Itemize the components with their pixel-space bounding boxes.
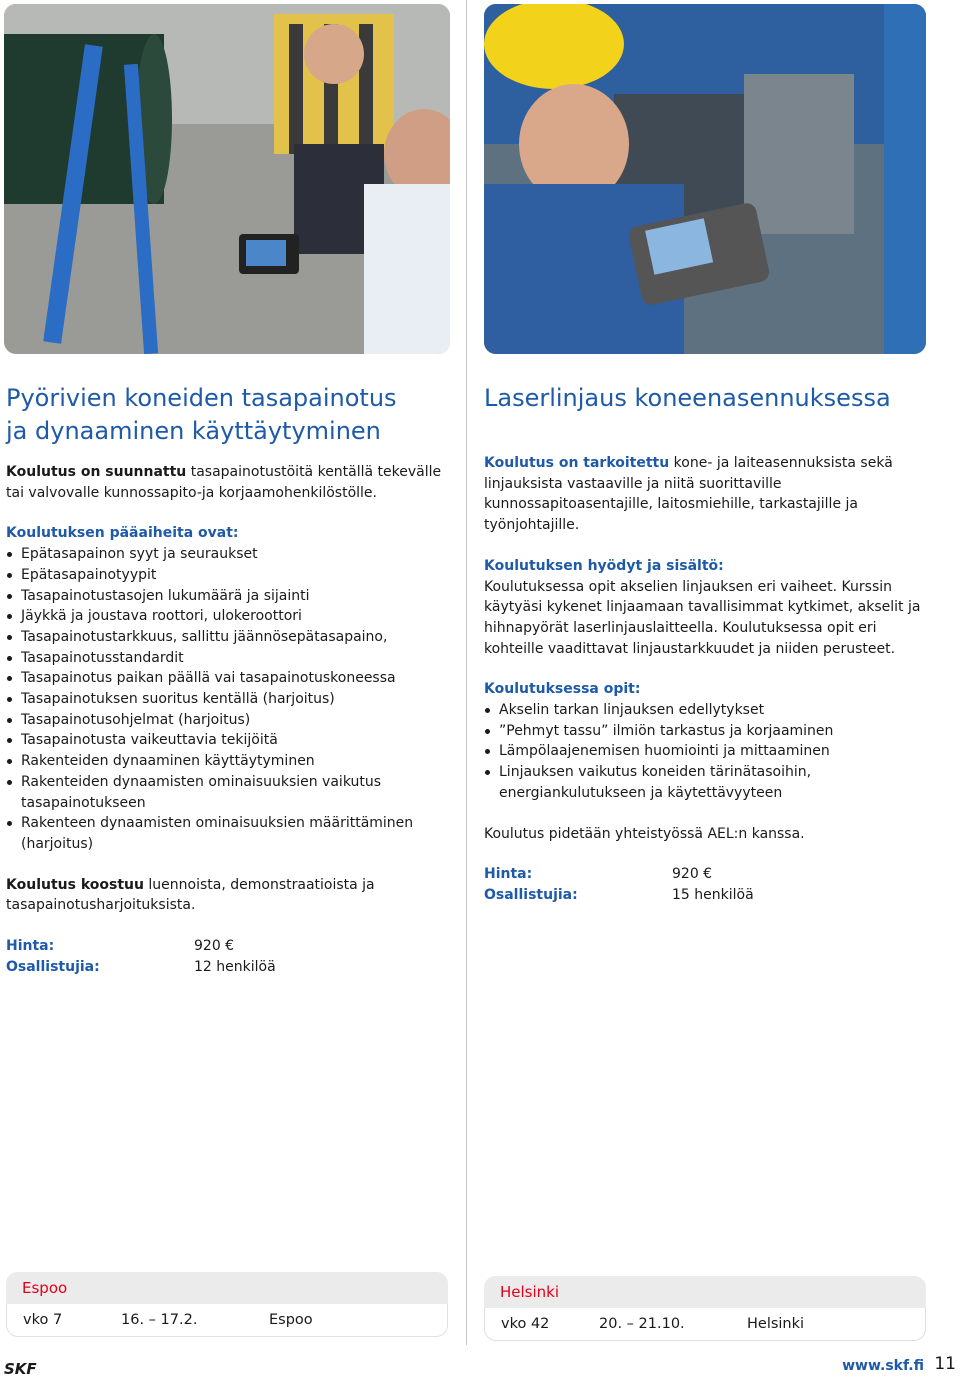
topic-item: Rakenteen dynaamisten ominaisuuksien määrittäminen (harjoitus): [6, 813, 456, 854]
topic-item: Rakenteiden dynaamisten ominaisuuksien vaikutus tasapainotukseen: [6, 772, 456, 813]
right-title: Laserlinjaus koneenasennuksessa: [484, 384, 891, 412]
topic-item: Tasapainotustarkkuus, sallittu jäännösepätasapaino,: [6, 627, 456, 648]
learn-list: [484, 700, 924, 804]
page-number: 11: [934, 1354, 956, 1374]
learn-item: Linjauksen vaikutus koneiden tärinätasoihin, energiankulutukseen ja käytettävyyteen: [484, 762, 924, 803]
left-price-row: [6, 936, 456, 957]
learn-item: Akselin tarkan linjauksen edellytykset: [484, 700, 924, 721]
participants-label: Osallistujia:: [6, 958, 100, 975]
topic-item: Epätasapainon syyt ja seuraukset: [6, 544, 456, 565]
right-benefits: [484, 556, 924, 660]
schedule-place: Helsinki: [747, 1316, 805, 1332]
schedule-dates: 20. – 21.10.: [599, 1316, 685, 1332]
topic-item: Tasapainotuksen suoritus kentällä (harjoitus): [6, 689, 456, 710]
right-column: [484, 382, 924, 906]
benefits-heading: Koulutuksen hyödyt ja sisältö:: [484, 557, 724, 574]
topic-item: Tasapainotustasojen lukumäärä ja sijainti: [6, 586, 456, 607]
left-column: [6, 382, 456, 977]
schedule-dates: 16. – 17.2.: [121, 1312, 198, 1328]
left-participants-row: [6, 957, 456, 978]
schedule-city: Espoo: [6, 1272, 448, 1304]
topic-item: Tasapainotusstandardit: [6, 648, 456, 669]
topic-item: Tasapainotus paikan päällä vai tasapainotuskoneessa: [6, 668, 456, 689]
left-composition: Koulutus koostuu luennoista, demonstraatioista ja tasapainotusharjoituksista.: [6, 876, 375, 914]
participants-value: 15 henkilöä: [672, 886, 754, 903]
left-intro: Koulutus on suunnattu tasapainotustöitä kentällä tekevälle tai valvovalle kunnossapito-ja korjaamohenkilöstölle.: [6, 464, 442, 501]
learn-heading: Koulutuksessa opit:: [484, 681, 641, 698]
participants-value: 12 henkilöä: [194, 958, 276, 975]
right-intro: Koulutus on tarkoitettu kone- ja laiteasennuksista sekä linjauksista vastaaville ja niitä suorittaville kunnossapitoasentajille, laitosmiehille, tarkastajille ja työnjohtajille.: [484, 455, 893, 534]
topic-item: Tasapainotusta vaikeuttavia tekijöitä: [6, 730, 456, 751]
topics-heading: Koulutuksen pääaiheita ovat:: [6, 525, 239, 542]
schedule-place: Espoo: [269, 1312, 313, 1328]
left-topics: [6, 523, 456, 854]
right-learn: [484, 679, 924, 803]
schedule-week: vko 42: [501, 1316, 550, 1332]
learn-item: Lämpölaajenemisen huomiointi ja mittaaminen: [484, 741, 924, 762]
right-price-row: [484, 864, 924, 885]
price-label: Hinta:: [484, 866, 533, 883]
schedule-week: vko 7: [23, 1312, 63, 1328]
topic-item: Jäykkä ja joustava roottori, ulokeroottori: [6, 606, 456, 627]
schedule-row: [484, 1308, 926, 1341]
website-link[interactable]: www.skf.fi: [842, 1358, 924, 1374]
right-participants-row: [484, 885, 924, 906]
price-label: Hinta:: [6, 938, 55, 955]
schedule-left: [6, 1272, 448, 1337]
learn-item: ”Pehmyt tassu” ilmiön tarkastus ja korjaaminen: [484, 721, 924, 742]
left-title: Pyörivien koneiden tasapainotus ja dynaaminen käyttäytyminen: [6, 384, 397, 445]
schedule-right: [484, 1276, 926, 1341]
schedule-row: [6, 1304, 448, 1337]
column-divider: [466, 0, 467, 1345]
price-value: 920 €: [194, 938, 235, 955]
schedule-city: Helsinki: [484, 1276, 926, 1308]
participants-label: Osallistujia:: [484, 886, 578, 903]
topics-list: [6, 544, 456, 855]
topic-item: Tasapainotusohjelmat (harjoitus): [6, 710, 456, 731]
laser-alignment-photo: [484, 4, 926, 354]
price-value: 920 €: [672, 866, 713, 883]
balancing-photo: [4, 4, 450, 354]
benefits-text: Koulutuksessa opit akselien linjauksen eri vaiheet. Kurssin käytyäsi kykenet linjaamaan tavallisimmat kytkimet, akselit ja hihnapyörät laserlinjauslaitteella. Koulutuksessa opit eri kohteille vaadittavat linjaustarkkuudet ja niiden perusteet.: [484, 578, 921, 657]
cooperation-note: Koulutus pidetään yhteistyössä AEL:n kanssa.: [484, 825, 805, 842]
skf-logo: [4, 1360, 56, 1379]
topic-item: Rakenteiden dynaaminen käyttäytyminen: [6, 751, 456, 772]
skf-logo-text: SKF: [4, 1361, 37, 1375]
topic-item: Epätasapainotyypit: [6, 565, 456, 586]
